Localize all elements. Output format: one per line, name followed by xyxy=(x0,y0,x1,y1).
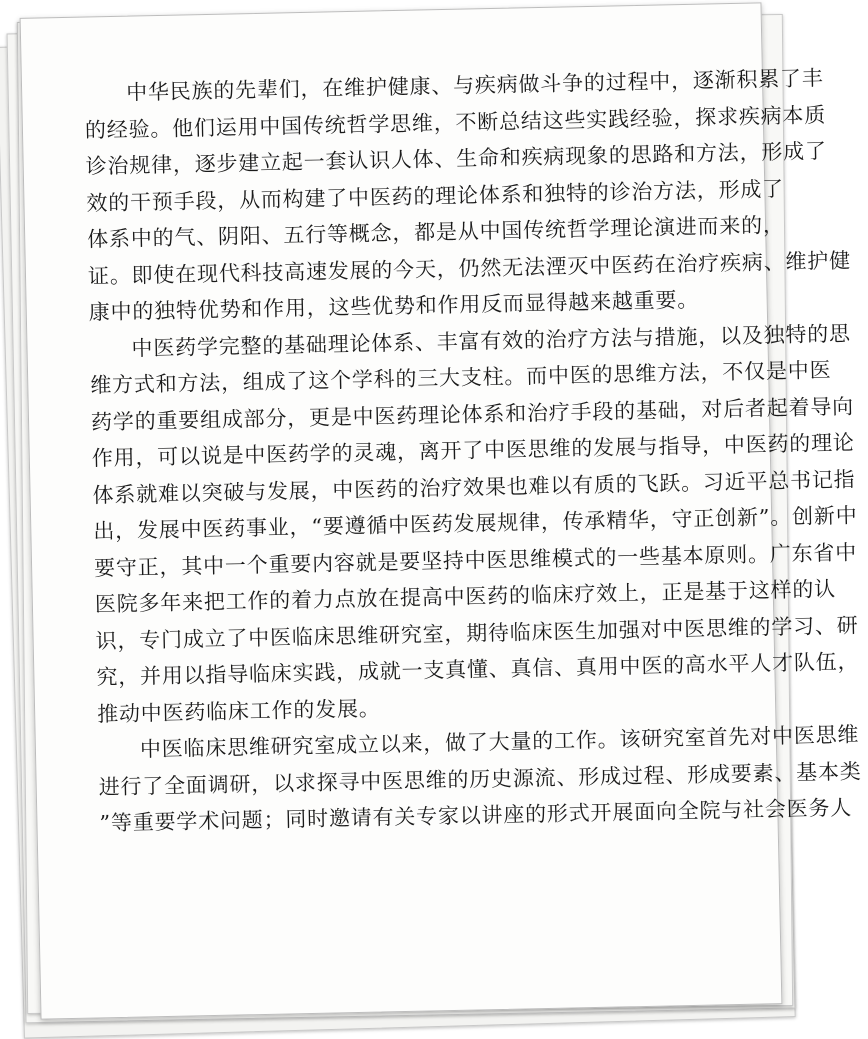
text-line: 要守正，其中一个重要内容就是要坚持中医思维模式的一些基本原则。广东省中 xyxy=(93,539,858,580)
text-line: 中医临床思维研究室成立以来，做了大量的工作。该研究室首先对中医思维 xyxy=(139,722,860,762)
text-line: 体系就难以突破与发展，中医药的治疗效果也难以有质的飞跃。习近平总书记指 xyxy=(92,466,856,507)
text-line: 中医药学完整的基础理论体系、丰富有效的治疗方法与措施，以及独特的思 xyxy=(131,321,852,361)
text-line: 进行了全面调研，以求探寻中医思维的历史源流、形成过程、形成要素、基本类 xyxy=(98,758,862,799)
text-line: 医院多年来把工作的着力点放在提高中医药的临床疗效上，正是基于这样的认 xyxy=(94,576,837,617)
text-line: 的经验。他们运用中国传统哲学思维，不断总结这些实践经验，探求疾病本质 xyxy=(84,102,827,143)
body-text xyxy=(84,60,860,842)
text-line: 证。即使在现代科技高速发展的今天，仍然无法湮灭中医药在治疗疾病、维护健 xyxy=(87,248,852,289)
text-line: 康中的独特优势和作用，这些优势和作用反而显得越来越重要。 xyxy=(88,287,700,325)
text-line: 推动中医药临床工作的发展。 xyxy=(96,695,381,726)
text-line: 体系中的气、阴阳、五行等概念，都是从中国传统哲学理论演进而来的， xyxy=(86,212,785,252)
text-line: 效的干预手段，从而构建了中医药的理论体系和独特的诊治方法，形成了 xyxy=(86,176,785,216)
text-line: 出，发展中医药事业，“要遵循中医药发展规律，传承精华，守正创新”。创新中 xyxy=(93,503,858,544)
book-page xyxy=(20,2,862,1019)
text-line: 作用，可以说是中医药学的灵魂，离开了中医思维的发展与指导，中医药的理论 xyxy=(91,430,855,471)
text-line: 维方式和方法，组成了这个学科的三大支柱。而中医的思维方法，不仅是中医 xyxy=(90,357,832,398)
text-line: 究，并用以指导临床实践，成就一支真懂、真信、真用中医的高水平人才队伍， xyxy=(96,649,860,690)
text-line: 诊治规律，逐步建立起一套认识人体、生命和疾病现象的思路和方法，形成了 xyxy=(85,139,828,179)
text-line: ”等重要学术问题；同时邀请有关专家以讲座的形式开展面向全院与社会医务人 xyxy=(99,795,853,836)
text-line: 中华民族的先辈们，在维护健康、与疾病做斗争的过程中，逐渐积累了丰 xyxy=(125,66,824,105)
text-line: 药学的重要组成部分，更是中医药理论体系和治疗手段的基础，对后者起着导向 xyxy=(90,393,855,434)
text-line: 识，专门成立了中医临床思维研究室，期待临床医生加强对中医思维的学习、研 xyxy=(95,612,859,653)
